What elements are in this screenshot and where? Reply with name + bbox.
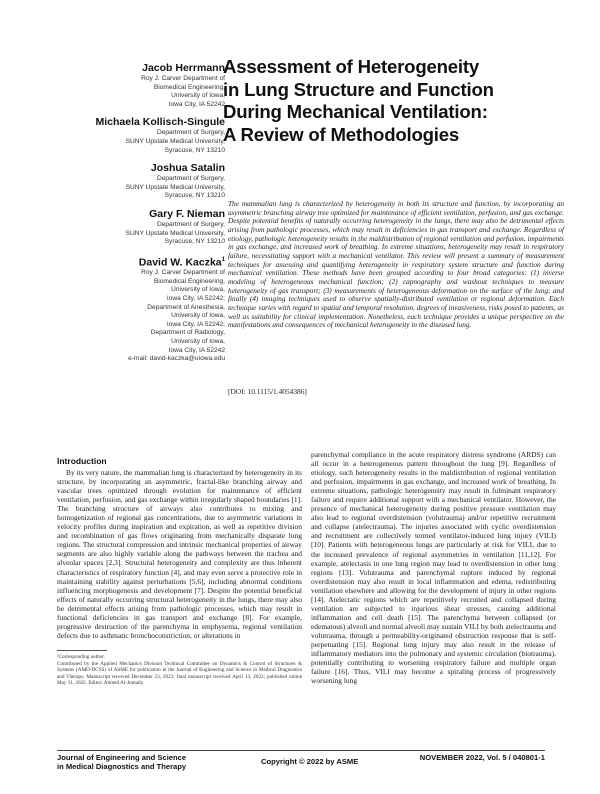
title-line: in Lung Structure and Function [223, 78, 494, 100]
journal-name-line: Journal of Engineering and Science [57, 753, 187, 762]
copyright-notice: Copyright © 2022 by ASME [261, 757, 359, 766]
author-name [40, 116, 225, 129]
author-list [40, 62, 225, 371]
body-column-right: parenchymal compliance in the acute respiratory distress syndrome (ARDS) can all occur in a heterogeneous pattern throughout the lung [9]. Regardless of etiology, such heterogeneity results in the maldistribution of regional ventilation and perfusion, impairments in gas exchange, and increased work of breathing. In extreme situations, pathologic heterogeneity may result in fulminant respiratory failure and require additional support with a mechanical ventilator. However, the presence of mechanical heterogeneity during positive pressure ventilation may also lead to regional overdistension (volutrauma) and/or repetitive recruitment and collapse (atelectrauma). The injuries associated with cyclic overdistension and recruitment are collectively termed ventilator-induced lung injury (VILI) [10]. Patients with heterogeneous lungs are particularly at risk for VILI, due to the increased prevalence of regional asymmetries in ventilation [11,12]. For example, atelectasis in one lung region may lead to overdistension in other lung regions [13]. Volutrauma and parenchymal rupture induced by regional overdistension may also result in local inflammation and edema, redistributing ventilation elsewhere and allowing for the development of injury in other regions [14]. Atelectatic regions which are repetitively recruited and collapsed during ventilation are subjected to injurious shear stresses, causing additional inflammation and cell death [15]. The parenchyma between collapsed (or edematous) alveoli and normal alveoli may sustain VILI by both atelectrauma and volutrauma, through a permeability-originated obstruction response that is self-perpetuating [15]. Regional lung injury may also result in the release of inflammatory mediators into the pulmonary and systemic circulation (biotrauma), potentially contributing to worsening respiratory failure and multiple organ failure [16]. Thus, VILI may become a spiraling process of progressively worsening lung [311, 450, 556, 686]
title-line: Assessment of Heterogeneity [223, 56, 480, 77]
author-affiliation-line: Department of Radiology, [150, 329, 225, 337]
author-name-text: David W. Kaczka [138, 256, 222, 269]
author-email[interactable]: e-mail: david-kaczka@uiowa.edu [128, 355, 225, 363]
title-line: A Review of Methodologies [223, 123, 460, 145]
footnote-divider [57, 650, 107, 651]
author-affiliation-line: Iowa City, IA 52242; [166, 295, 225, 302]
author-block [40, 254, 225, 364]
footnote-corresponding: ¹Corresponding author. [57, 654, 105, 660]
author-affiliation-line: SUNY Upstate Medical University, [125, 137, 225, 145]
author-affiliation-line: Department of Surgery, [156, 220, 225, 228]
footnotes [57, 654, 302, 687]
author-affiliation-line: University of Iowa, [171, 312, 225, 320]
author-affiliation-line: SUNY Upstate Medical University, [125, 229, 225, 237]
author-block [40, 62, 225, 109]
author-affiliation-line: Iowa City, IA 52242 [168, 346, 225, 354]
author-name [40, 208, 225, 221]
footnote-submission: Contributed by the Applied Mechanics Division Technical Committee on Dynamics & Control of Structures & Systems (AMD-DCSS) of ASME for publication in the Journal of Engineering and Science in Medical Diagnostics and Therapy. Manuscript received December 23, 2021; final manuscript received April 13, 2022; published online May 11, 2022. Editor: Ahmed Al-Jumaily. [57, 660, 302, 687]
author-affiliation-line: Roy J. Carver Department of [141, 269, 225, 277]
author-name [40, 162, 225, 175]
article-title [223, 56, 563, 146]
author-affiliation-line: Roy J. Carver Department of [141, 75, 225, 82]
author-affiliation-line: Iowa City, IA 52242 [168, 100, 225, 108]
section-heading-introduction: Introduction [57, 456, 107, 466]
author-affiliation-line: Biomedical Engineering, [153, 277, 225, 285]
author-affiliation-line: Iowa City, IA 52242; [166, 320, 225, 328]
issue-info: NOVEMBER 2022, Vol. 5 / 040801-1 [419, 753, 545, 762]
author-affiliation-line: Syracuse, NY 13210 [164, 146, 225, 154]
author-affiliation-line: SUNY Upstate Medical University, [125, 183, 225, 191]
journal-name-line: in Medical Diagnostics and Therapy [57, 762, 187, 772]
abstract: The mammalian lung is characterized by heterogeneity in both its structure and function, by incorporating an asymmetric branching airway tree optimized for maintenance of efficient ventilation, perfusion, and gas exchange. Despite potential benefits of naturally occurring heterogeneity in the lungs, there may also be detrimental effects arising from pathologic processes, which may result in deficiencies in gas transport and exchange. Regardless of etiology, pathologic heterogeneity results in the maldistribution of regional ventilation and perfusion, impairments in gas exchange, and increased work of breathing. In extreme situations, heterogeneity may result in respiratory failure, necessitating support with a mechanical ventilator. This review will present a summary of measurement techniques for assessing and quantifying heterogeneity in respiratory system structure and function during mechanical ventilation. These methods have been grouped according to four broad categories: (1) inverse modeling of heterogeneous mechanical function; (2) capnography and washout techniques to measure heterogeneity of gas transport; (3) measurements of heterogeneous deformation on the surface of the lung; and finally (4) imaging techniques used to observe spatially-distributed ventilation or regional deformation. Each technique varies with regard to spatial and temporal resolution, degrees of invasiveness, risks posed to patients, as well as suitability for clinical implementation. Nonetheless, each technique provides a unique perspective on the manifestations and consequences of mechanical heterogeneity in the diseased lung. [228, 199, 564, 330]
title-line: During Mechanical Ventilation: [223, 101, 488, 122]
author-block [40, 208, 225, 247]
author-footnote-marker: 1 [221, 256, 225, 263]
author-affiliation-line: Syracuse, NY 13210 [164, 192, 225, 200]
author-affiliation-line: University of Iowa, [171, 337, 225, 345]
doi-link[interactable]: [DOI: 10.1115/1.4054386] [228, 387, 307, 396]
author-name-text: Joshua Satalin [150, 162, 225, 175]
author-name-text: Jacob Herrmann [142, 62, 225, 74]
author-affiliation-line: University of Iowa, [171, 286, 225, 294]
author-affiliation-line: Department of Surgery, [156, 175, 225, 183]
author-name-text: Gary F. Nieman [149, 207, 225, 220]
author-affiliation-line: Biomedical Engineering, [153, 83, 225, 91]
journal-name [57, 753, 186, 771]
footer-divider [57, 750, 545, 751]
author-name-text: Michaela Kollisch-Singule [95, 116, 225, 129]
author-block [40, 116, 225, 155]
author-affiliation-line: Syracuse, NY 13210 [164, 238, 225, 246]
author-affiliation-line: Department of Surgery, [156, 129, 225, 137]
author-affiliation-line: University of Iowa, [171, 92, 225, 100]
author-name [40, 254, 225, 270]
author-name [40, 62, 225, 75]
author-affiliation-line: Department of Anesthesia, [147, 303, 225, 311]
body-column-left: By its very nature, the mammalian lung is characterized by heterogeneity in its structure, by incorporating an asymmetric, fractal-like branching airway and vascular trees optimized through evolution for maintenance of efficient ventilation, perfusion, and gas exchange within irregularly shaped boundaries [1]. The branching structure of airways also contributes to mixing and homogenization of regional gas concentrations, due to asymmetric variations in velocity profiles during inspiration and expiration, as well as repetitive division and recombination of gas flows originating from mechanically disparate lung regions. The structural compression and intrinsic mechanical properties of airway segments are also highly variable along the pathways between the trachea and alveolar spaces [2,3]. Structural heterogeneity and complexity are thus inherent characteristics of respiratory function [4], and may even serve a protective role in maintaining stability against perturbations [5,6], including abnormal conditions influencing morphogenesis and development [7]. Despite the potential beneficial effects of naturally occurring structural heterogeneity in the lungs, there may also be detrimental effects arising from pathologic processes, which may result in functional deficiencies in gas transport and exchange [8]. For example, progressive destruction of the parenchyma in emphysema, regional ventilation defects due to asthmatic bronchoconstriction, or alterations in [57, 468, 302, 640]
author-block [40, 162, 225, 201]
